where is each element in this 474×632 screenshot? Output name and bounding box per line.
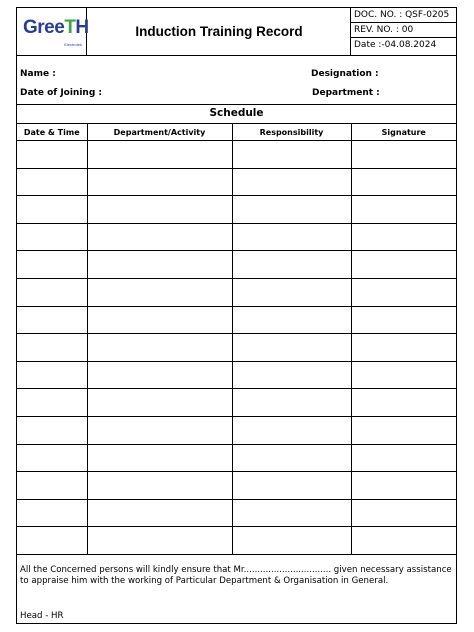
form-header [17,8,456,56]
table-cell[interactable] [17,306,87,334]
table-row [17,196,456,224]
table-cell[interactable] [87,196,232,224]
table-cell[interactable] [87,223,232,251]
table-cell[interactable] [17,251,87,279]
table-cell[interactable] [87,416,232,444]
document-meta [350,8,456,55]
column-header-department-activity: Department/Activity [87,124,232,141]
table-cell[interactable] [17,196,87,224]
table-cell[interactable] [351,223,456,251]
table-row [17,444,456,472]
table-row [17,472,456,500]
table-cell[interactable] [232,416,351,444]
table-cell[interactable] [87,306,232,334]
doc-number: DOC. NO. : QSF-0205 [351,8,456,23]
table-row [17,499,456,527]
table-cell[interactable] [351,306,456,334]
logo-text-end: H [75,17,89,38]
schedule-table [17,123,456,555]
column-header-date-time: Date & Time [17,124,87,141]
table-cell[interactable] [87,168,232,196]
table-cell[interactable] [87,278,232,306]
table-cell[interactable] [351,472,456,500]
table-cell[interactable] [17,278,87,306]
table-cell[interactable] [17,334,87,362]
table-cell[interactable] [232,141,351,169]
table-cell[interactable] [17,168,87,196]
designation-field-label: Designation : [311,69,379,79]
table-row [17,141,456,169]
name-field-label: Name : [20,69,56,79]
table-cell[interactable] [232,223,351,251]
table-cell[interactable] [232,168,351,196]
signatory-label: Head - HR [20,611,64,621]
table-cell[interactable] [232,278,351,306]
column-header-responsibility: Responsibility [232,124,351,141]
table-cell[interactable] [17,472,87,500]
table-cell[interactable] [351,444,456,472]
table-row [17,278,456,306]
table-cell[interactable] [232,444,351,472]
table-cell[interactable] [17,389,87,417]
table-cell[interactable] [232,472,351,500]
table-cell[interactable] [351,389,456,417]
table-row [17,416,456,444]
table-cell[interactable] [351,196,456,224]
doc-date: Date :-04.08.2024 [354,40,437,50]
table-cell[interactable] [87,334,232,362]
table-cell[interactable] [87,141,232,169]
table-cell[interactable] [232,527,351,555]
logo-tagline: Electrotek [64,42,82,47]
table-cell[interactable] [17,416,87,444]
table-cell[interactable] [87,444,232,472]
table-cell[interactable] [232,196,351,224]
assistance-note: All the Concerned persons will kindly ensure that Mr................................ given necessary assistance to appraise him with the working of Particular Department & Organisation in General. [20,565,452,586]
table-row [17,223,456,251]
rev-number: REV. NO. : 00 [351,23,456,38]
table-row [17,361,456,389]
table-cell[interactable] [232,334,351,362]
logo-text-mid: T [64,17,76,38]
table-row [17,527,456,555]
schedule-header-row [17,124,456,141]
table-row [17,306,456,334]
employee-info [17,55,456,105]
table-cell[interactable] [87,472,232,500]
table-cell[interactable] [17,141,87,169]
table-cell[interactable] [351,334,456,362]
table-cell[interactable] [351,416,456,444]
company-logo [17,8,87,55]
table-row [17,251,456,279]
table-cell[interactable] [351,168,456,196]
document-title: Induction Training Record [135,24,303,39]
table-cell[interactable] [351,361,456,389]
table-cell[interactable] [87,389,232,417]
department-field-label: Department : [312,88,380,98]
table-cell[interactable] [351,251,456,279]
table-cell[interactable] [351,141,456,169]
table-row [17,334,456,362]
table-cell[interactable] [87,251,232,279]
table-cell[interactable] [351,527,456,555]
table-row [17,168,456,196]
induction-form [16,7,457,624]
table-cell[interactable] [17,444,87,472]
table-cell[interactable] [17,223,87,251]
table-cell[interactable] [87,527,232,555]
schedule-title: Schedule [17,104,456,124]
table-cell[interactable] [17,527,87,555]
table-cell[interactable] [351,499,456,527]
table-cell[interactable] [232,251,351,279]
table-cell[interactable] [232,499,351,527]
table-cell[interactable] [232,389,351,417]
schedule-body [17,141,456,555]
table-cell[interactable] [87,499,232,527]
table-cell[interactable] [232,361,351,389]
logo-text-start: Gree [23,17,65,38]
table-cell[interactable] [87,361,232,389]
table-cell[interactable] [232,306,351,334]
column-header-signature: Signature [351,124,456,141]
table-row [17,389,456,417]
table-cell[interactable] [17,499,87,527]
logo-wordmark [23,17,89,39]
table-cell[interactable] [351,278,456,306]
date-of-joining-field-label: Date of Joining : [20,88,103,98]
table-cell[interactable] [17,361,87,389]
